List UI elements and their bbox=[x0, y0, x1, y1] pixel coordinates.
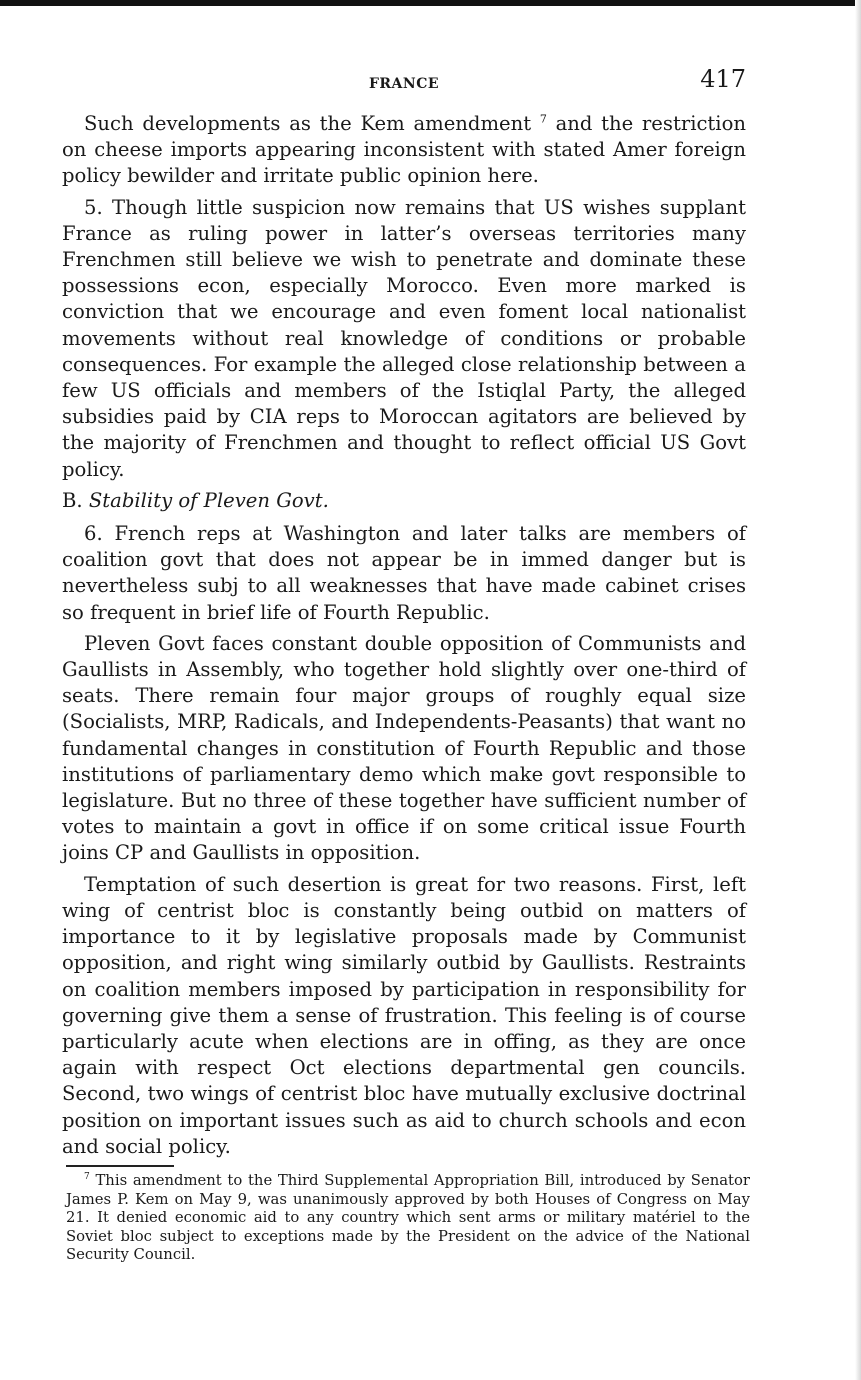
section-title: Stability of Pleven Govt. bbox=[88, 488, 329, 512]
paragraph-5-overseas-territories: 5. Though little suspicion now remains that US wishes supplant France as ruling power in latter’s overseas territories many Frenchmen still believe we wish to penetrate and dominate these possessions econ, especially Morocco. Even more marked is conviction that we encourage and even foment local nationalist movements without real knowledge of conditions or probable consequences. For example the alleged close relationship between a few US officials and members of the Istiqlal Party, the alleged subsidies paid by CIA reps to Moroccan agitators are believed by the majority of Frenchmen and thought to reflect official US Govt policy. bbox=[62, 195, 746, 481]
body-text bbox=[62, 111, 746, 1165]
footnote-marker: 7 bbox=[84, 1172, 90, 1183]
footnote-divider bbox=[66, 1165, 174, 1167]
page-number: 417 bbox=[700, 65, 746, 93]
paragraph-text: and the restriction on cheese imports appearing inconsistent with stated Amer foreign policy bewilder and irritate public opinion here. bbox=[62, 112, 746, 188]
running-title: FRANCE bbox=[368, 76, 440, 92]
paragraph-pleven-opposition: Pleven Govt faces constant double opposition of Communists and Gaullists in Assembly, who together hold slightly over one-third of seats. There remain four major groups of roughly equal size (Socialists, MRP, Radicals, and Independents-Peasants) that want no fundamental changes in constitution of Fourth Republic and those institutions of parliamentary demo which make govt responsible to legislature. But no three of these together have sufficient number of votes to maintain a govt in office if on some critical issue Fourth joins CP and Gaullists in opposition. bbox=[62, 631, 746, 865]
footnote-reference: 7 bbox=[539, 112, 547, 126]
footnote-7 bbox=[66, 1172, 750, 1265]
running-header bbox=[62, 65, 746, 97]
paragraph-temptation-desertion: Temptation of such desertion is great for two reasons. First, left wing of centrist bloc is constantly being outbid on matters of importance to it by legislative proposals made by Communist opposition, and right wing similarly outbid by Gaullists. Restraints on coalition members imposed by participation in responsibility for governing give them a sense of frustration. This feeling is of course particularly acute when elections are in offing, as they are once again with respect Oct elections departmental gen councils. Second, two wings of centrist bloc have mutually exclusive doctrinal position on important issues such as aid to church schools and econ and social policy. bbox=[62, 872, 746, 1158]
paragraph-kem-amendment bbox=[62, 111, 746, 190]
section-heading-b bbox=[62, 488, 746, 514]
footnote-text: This amendment to the Third Supplemental Appropriation Bill, introduced by Senator James P. Kem on May 9, was unanimously approved by both Houses of Congress on May 21. It denied economic aid to any country which sent arms or military matériel to the Soviet bloc subject to exceptions made by the President on the advice of the National Security Council. bbox=[66, 1172, 750, 1263]
paragraph-6-coalition-govt: 6. French reps at Washington and later talks are members of coalition govt that does not appear be in immed danger but is nevertheless subj to all weaknesses that have made cabinet crises so frequent in brief life of Fourth Republic. bbox=[62, 522, 746, 624]
section-label: B. bbox=[62, 488, 83, 512]
page-edge-shadow bbox=[855, 0, 861, 1380]
paragraph-text: Such developments as the Kem amendment bbox=[84, 112, 532, 135]
top-edge-rule bbox=[0, 0, 861, 6]
